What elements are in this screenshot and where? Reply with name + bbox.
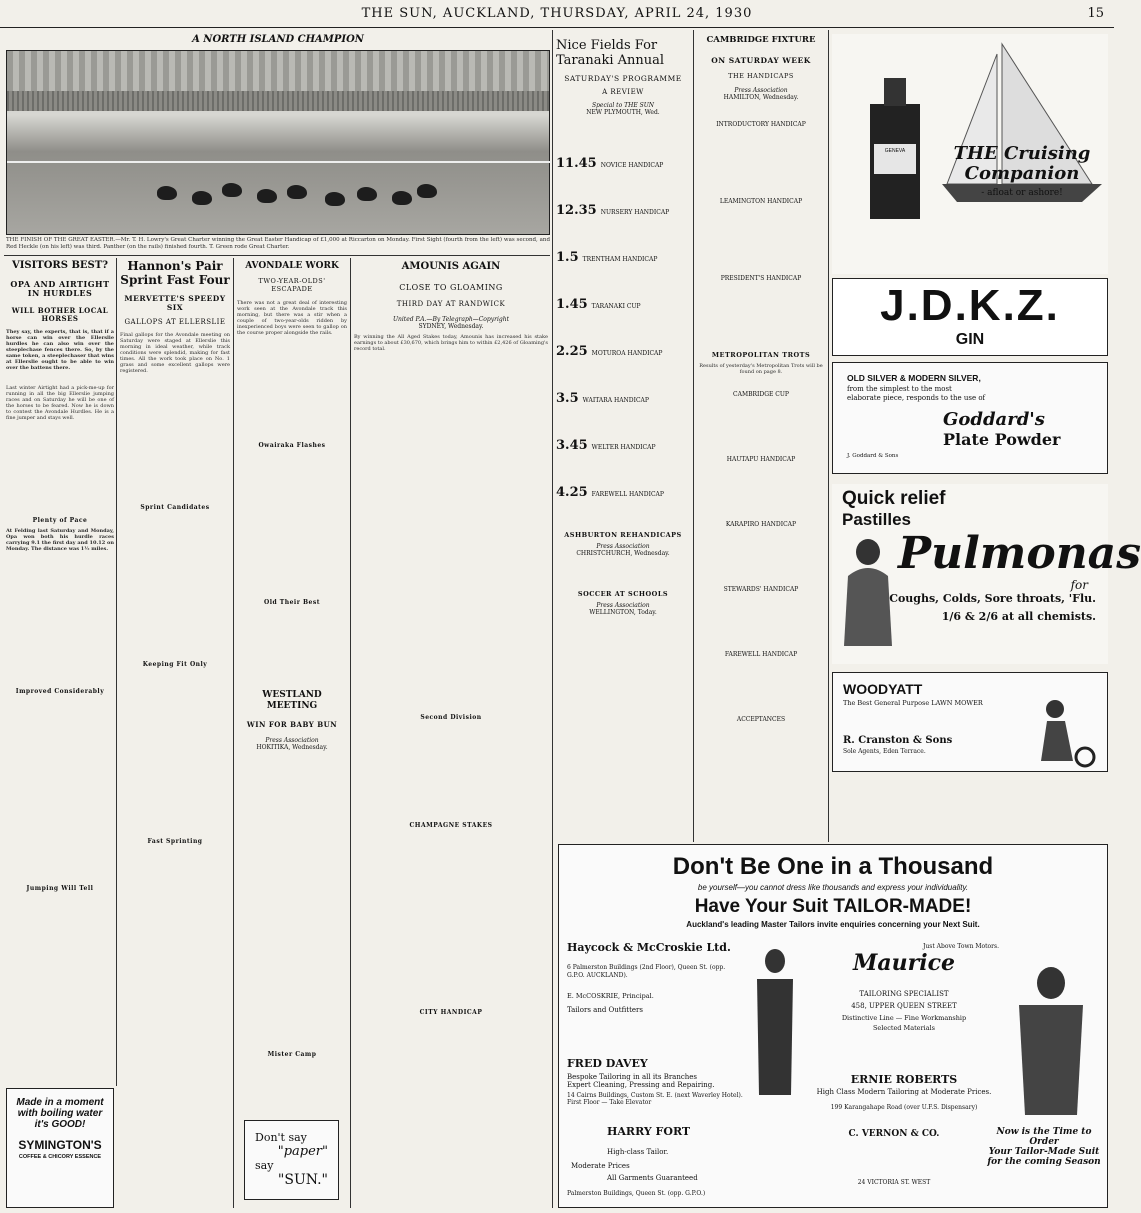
race-time: 4.25 — [556, 485, 588, 501]
section-head: SOCCER AT SCHOOLS — [577, 590, 669, 599]
section-head: Jumping Will Tell — [26, 884, 94, 892]
column-cambridge — [697, 32, 825, 842]
figure-illustration — [840, 536, 896, 646]
subhead: WIN FOR BABY BUN — [246, 720, 338, 729]
body: Last winter Airtight had a pick-me-up for running in all the big Ellerslie jumping races and on Saturday he will be one of the horses to be feared. Now he is down to contest the Avondale Hurdles. He is a fine jumper and stays well. — [6, 385, 114, 422]
subhead: THIRD DAY AT RANDWICK — [396, 300, 506, 309]
intro: They say, the experts, that is, that if a horse can win over the Ellerslie hurdles he can also win over the steeplechase fences there. So, by the same token, a steeplechaser that wins at Ellerslie ought to be able to win over the battens there. — [6, 329, 114, 372]
column-amounis-again — [354, 258, 548, 1208]
dateline: HOKITIKA, Wednesday. — [256, 744, 328, 752]
column-avondale-work — [237, 258, 347, 1208]
note: Results of yesterday's Metropolitan Trots will be found on page 8. — [699, 363, 823, 376]
handicap-section: INTRODUCTORY HANDICAP — [716, 120, 806, 128]
byline: Press Association — [596, 543, 650, 551]
handicap-section: PRESIDENT'S HANDICAP — [720, 274, 802, 282]
race-list — [556, 156, 690, 500]
column-hannons-pair — [120, 258, 230, 1208]
ad-vernon: C. VERNON & CO. 24 VICTORIA ST. WEST — [848, 1129, 940, 1186]
body: At Felding last Saturday and Monday, Opa won both his hurdle races carrying 9.1 the first day and 10.12 on Monday. The distance was 1½ miles. — [6, 527, 114, 552]
handicap-section: STEWARDS' HANDICAP — [723, 586, 799, 594]
page-number: 15 — [1087, 6, 1104, 21]
section-head: Keeping Fit Only — [142, 661, 208, 669]
section-head: Fast Sprinting — [147, 838, 203, 846]
ad-davey: FRED DAVEY Bespoke Tailoring in all its Branches Expert Cleaning, Pressing and Repairing. 14 Cairns Buildings, Custom St. E. (next Waverley Hotel). First Floor — Take Elevator — [567, 1057, 743, 1106]
race-name: NOVICE HANDICAP — [600, 162, 664, 170]
dateline: SYDNEY, Wednesday. — [418, 323, 484, 331]
race-time: 3.45 — [556, 438, 588, 454]
section-head: Improved Considerably — [15, 687, 105, 695]
race-time: 12.35 — [556, 203, 597, 219]
lawn-mower-icon — [1033, 691, 1103, 769]
subhead: A REVIEW — [602, 88, 644, 96]
race-entry — [556, 485, 690, 500]
headline: AMOUNIS AGAIN — [401, 261, 501, 272]
byline: Special to THE SUN — [591, 102, 655, 110]
ad-symington: Made in a moment with boiling water it's GOOD! SYMINGTON'S COFFEE & CHICORY ESSENCE — [6, 1088, 114, 1208]
ad-sun: Don't say "paper" say "SUN." — [244, 1120, 339, 1200]
dateline: WELLINGTON, Today. — [589, 608, 657, 616]
race-name: TRENTHAM HANDICAP — [582, 256, 658, 264]
ad-now-is-the-time: Now is the Time to Order Your Tailor-Made Suit for the coming Season — [987, 1127, 1101, 1167]
byline: Press Association — [734, 86, 788, 94]
handicap-section: FAREWELL HANDICAP — [724, 651, 798, 659]
section-head: Sprint Candidates — [140, 503, 210, 511]
handicap-list-2 — [697, 391, 825, 723]
race-name: FAREWELL HANDICAP — [591, 491, 664, 499]
race-time: 3.5 — [556, 391, 579, 407]
photo-heading: A NORTH ISLAND CHAMPION — [192, 34, 364, 45]
race-name: WELTER HANDICAP — [591, 444, 656, 452]
body: Final gallops for the Avondale meeting on Saturday were staged at Ellerslie this morning in ideal weather, while track conditions were splendid, making for fast times. All the work took place on No. 1 grass and some excellent gallops were registered. — [120, 331, 230, 374]
ad-maurice: Just Above Town Motors. Maurice TAILORING SPECIALIST 458, UPPER QUEEN STREET Distinctive Line — Fine Workmanship Selected Materials — [841, 943, 999, 1032]
gentleman-illustration — [749, 945, 799, 1105]
ad-tailor-made: Don't Be One in a Thousand be yourself—you cannot dress like thousands and express your individuality. Have Your Suit TAILOR-MADE! Auckland's leading Master Tailors invite enquiries concerning your Next Suit. Haycock & McCroskie Ltd. 6 Palmerston Buildings (2nd Floor), Queen St. (opp. G.P.O. AUCKLAND). E. McCOSKRIE, Principal. Tailors and Outfitters FRED DAVEY Bespoke Tailoring in all its Branches Expert Cleaning, Pressing and Repairing. 14 Cairns Buildings, Custom St. E. (next Waverley Hotel). First Floor — Take Elevator HARRY FORT High-class Tailor. Moderate Prices All Garments Guaranteed Palmerston Buildings, Queen St. (opp. G.P.O.) Just Above Town Motors. Maurice TAILORING SPECIALIST 458, UPPER QUEEN STREET Distinctive Line — Fine Workmanship Selected Materials ERNIE ROBERTS High Class Modern Tailoring at Moderate Prices. 199 Karangahape Road (over U.F.S. Dispensary) C. VERNON & CO. 24 VICTORIA ST. WEST Now is the Time to Order Your Tailor-Made Suit for the coming Season — [558, 844, 1108, 1208]
subhead: TWO-YEAR-OLDS' ESCAPADE — [258, 277, 326, 294]
headline: AVONDALE WORK — [245, 261, 339, 271]
headline: CAMBRIDGE FIXTURE — [706, 35, 816, 45]
ad-roberts: ERNIE ROBERTS High Class Modern Tailoring at Moderate Prices. 199 Karangahape Road (over U.F.S. Dispensary) — [816, 1073, 992, 1111]
race-entry — [556, 344, 690, 359]
race-time: 11.45 — [556, 156, 597, 172]
section-head: Mister Camp — [267, 1051, 317, 1059]
handicap-section: HAUTAPU HANDICAP — [726, 456, 796, 464]
subhead: OPA AND AIRTIGHT IN HURDLES — [10, 278, 110, 299]
ad-jdkz-cruising: GENEVA THE Cruising Companion - afloat or ashore! — [832, 34, 1108, 274]
race-name: WAITARA HANDICAP — [582, 397, 649, 405]
race-photo — [6, 50, 550, 235]
race-entry — [556, 203, 690, 218]
ad-jdkz-logo: J.D.K.Z. GIN — [832, 278, 1108, 356]
photo-heading-block — [6, 34, 550, 46]
section-head: Second Division — [420, 714, 482, 722]
headline: Nice Fields For Taranaki Annual — [556, 38, 665, 68]
section-head: CHAMPAGNE STAKES — [409, 821, 493, 829]
race-name: MOTUROA HANDICAP — [591, 350, 663, 358]
handicap-section: LEAMINGTON HANDICAP — [719, 197, 803, 205]
body: By winning the All Aged Stakes today, Amounis has increased his stake earnings to about £30,670, which brings him to within £2,426 of Gloaming's record total. — [354, 334, 548, 353]
byline: United P.A.—By Telegraph—Copyright — [392, 316, 510, 324]
column-taranaki — [556, 32, 690, 832]
ad-fort: HARRY FORT High-class Tailor. Moderate Prices All Garments Guaranteed Palmerston Buildings, Queen St. (opp. G.P.O.) — [567, 1125, 706, 1197]
dateline: HAMILTON, Wednesday. — [723, 93, 799, 101]
ad-pulmonas: Quick relief Pastilles Pulmonas for Coughs, Colds, Sore throats, 'Flu. 1/6 & 2/6 at all chemists. — [832, 484, 1108, 664]
section-head: Old Their Best — [263, 599, 320, 607]
section-head: CITY HANDICAP — [419, 1008, 483, 1016]
race-entry — [556, 297, 690, 312]
handicap-section: CAMBRIDGE CUP — [733, 391, 789, 399]
section-head: ASHBURTON REHANDICAPS — [564, 531, 682, 540]
section-head: METROPOLITAN TROTS — [711, 350, 811, 359]
dateline: NEW PLYMOUTH, Wed. — [586, 109, 660, 117]
handicap-section: KARAPIRO HANDICAP — [725, 521, 797, 529]
race-entry — [556, 391, 690, 406]
man-in-suit-illustration — [999, 965, 1099, 1115]
headline: VISITORS BEST? — [11, 260, 109, 271]
column-visitors-best — [6, 258, 114, 1086]
masthead — [0, 0, 1114, 28]
race-time: 1.45 — [556, 297, 588, 313]
section-head: Owairaka Flashes — [258, 441, 326, 449]
race-time: 2.25 — [556, 344, 588, 360]
dateline: CHRISTCHURCH, Wednesday. — [576, 550, 670, 558]
headline: Hannon's Pair Sprint Fast Four — [120, 259, 230, 287]
ad-goddard: OLD SILVER & MODERN SILVER, from the simplest to the most elaborate piece, responds to the use of Goddard's Plate Powder J. Goddard & Sons — [832, 362, 1108, 474]
race-name: NURSERY HANDICAP — [600, 209, 670, 217]
subhead: WILL BOTHER LOCAL HORSES — [11, 305, 109, 324]
ad-woodyatt: WOODYATT The Best General Purpose LAWN MOWER R. Cranston & Sons Sole Agents, Eden Terrace. — [832, 672, 1108, 772]
race-entry — [556, 250, 690, 265]
race-name: TARANAKI CUP — [591, 303, 641, 311]
byline: Press Association — [596, 601, 650, 609]
race-entry — [556, 438, 690, 453]
ad-haycock: Haycock & McCroskie Ltd. 6 Palmerston Buildings (2nd Floor), Queen St. (opp. G.P.O. AUCKLAND). E. McCOSKRIE, Principal. Tailors and Outfitters — [567, 941, 731, 1014]
subhead: SATURDAY'S PROGRAMME — [564, 74, 682, 83]
handicap-section: ACCEPTANCES — [736, 716, 786, 724]
subhead: CLOSE TO GLOAMING — [399, 282, 503, 292]
subhead: THE HANDICAPS — [728, 71, 794, 80]
photo-caption: THE FINISH OF THE GREAT EASTER.—Mr. T. H. Lowry's Great Charter winning the Great Easter Handicap of £1,000 at Riccarton on Monday. First Sight (fourth from the left) was second, and Red Heckle (on his left) was third. Panther (on the rails) finished fourth. T. Green rode Great Charter. — [6, 237, 550, 250]
race-time: 1.5 — [556, 250, 579, 266]
headline: WESTLAND MEETING — [262, 690, 322, 711]
race-entry — [556, 156, 690, 171]
byline: Press Association — [265, 737, 319, 745]
body: There was not a great deal of interesting work seen at the Avondale track this morning, but there was a stir when a couple of two-year-olds ridden by inexperienced boys were seen to gallop on the course proper alongside the rails. — [237, 299, 347, 336]
subhead: MERVETTE'S SPEEDY SIX — [124, 293, 226, 312]
masthead-title: THE SUN, AUCKLAND, THURSDAY, APRIL 24, 1930 — [361, 6, 753, 21]
handicap-list — [697, 121, 825, 282]
subhead: ON SATURDAY WEEK — [711, 55, 811, 65]
subhead: GALLOPS AT ELLERSLIE — [124, 317, 226, 326]
section-head: Plenty of Pace — [32, 517, 88, 525]
